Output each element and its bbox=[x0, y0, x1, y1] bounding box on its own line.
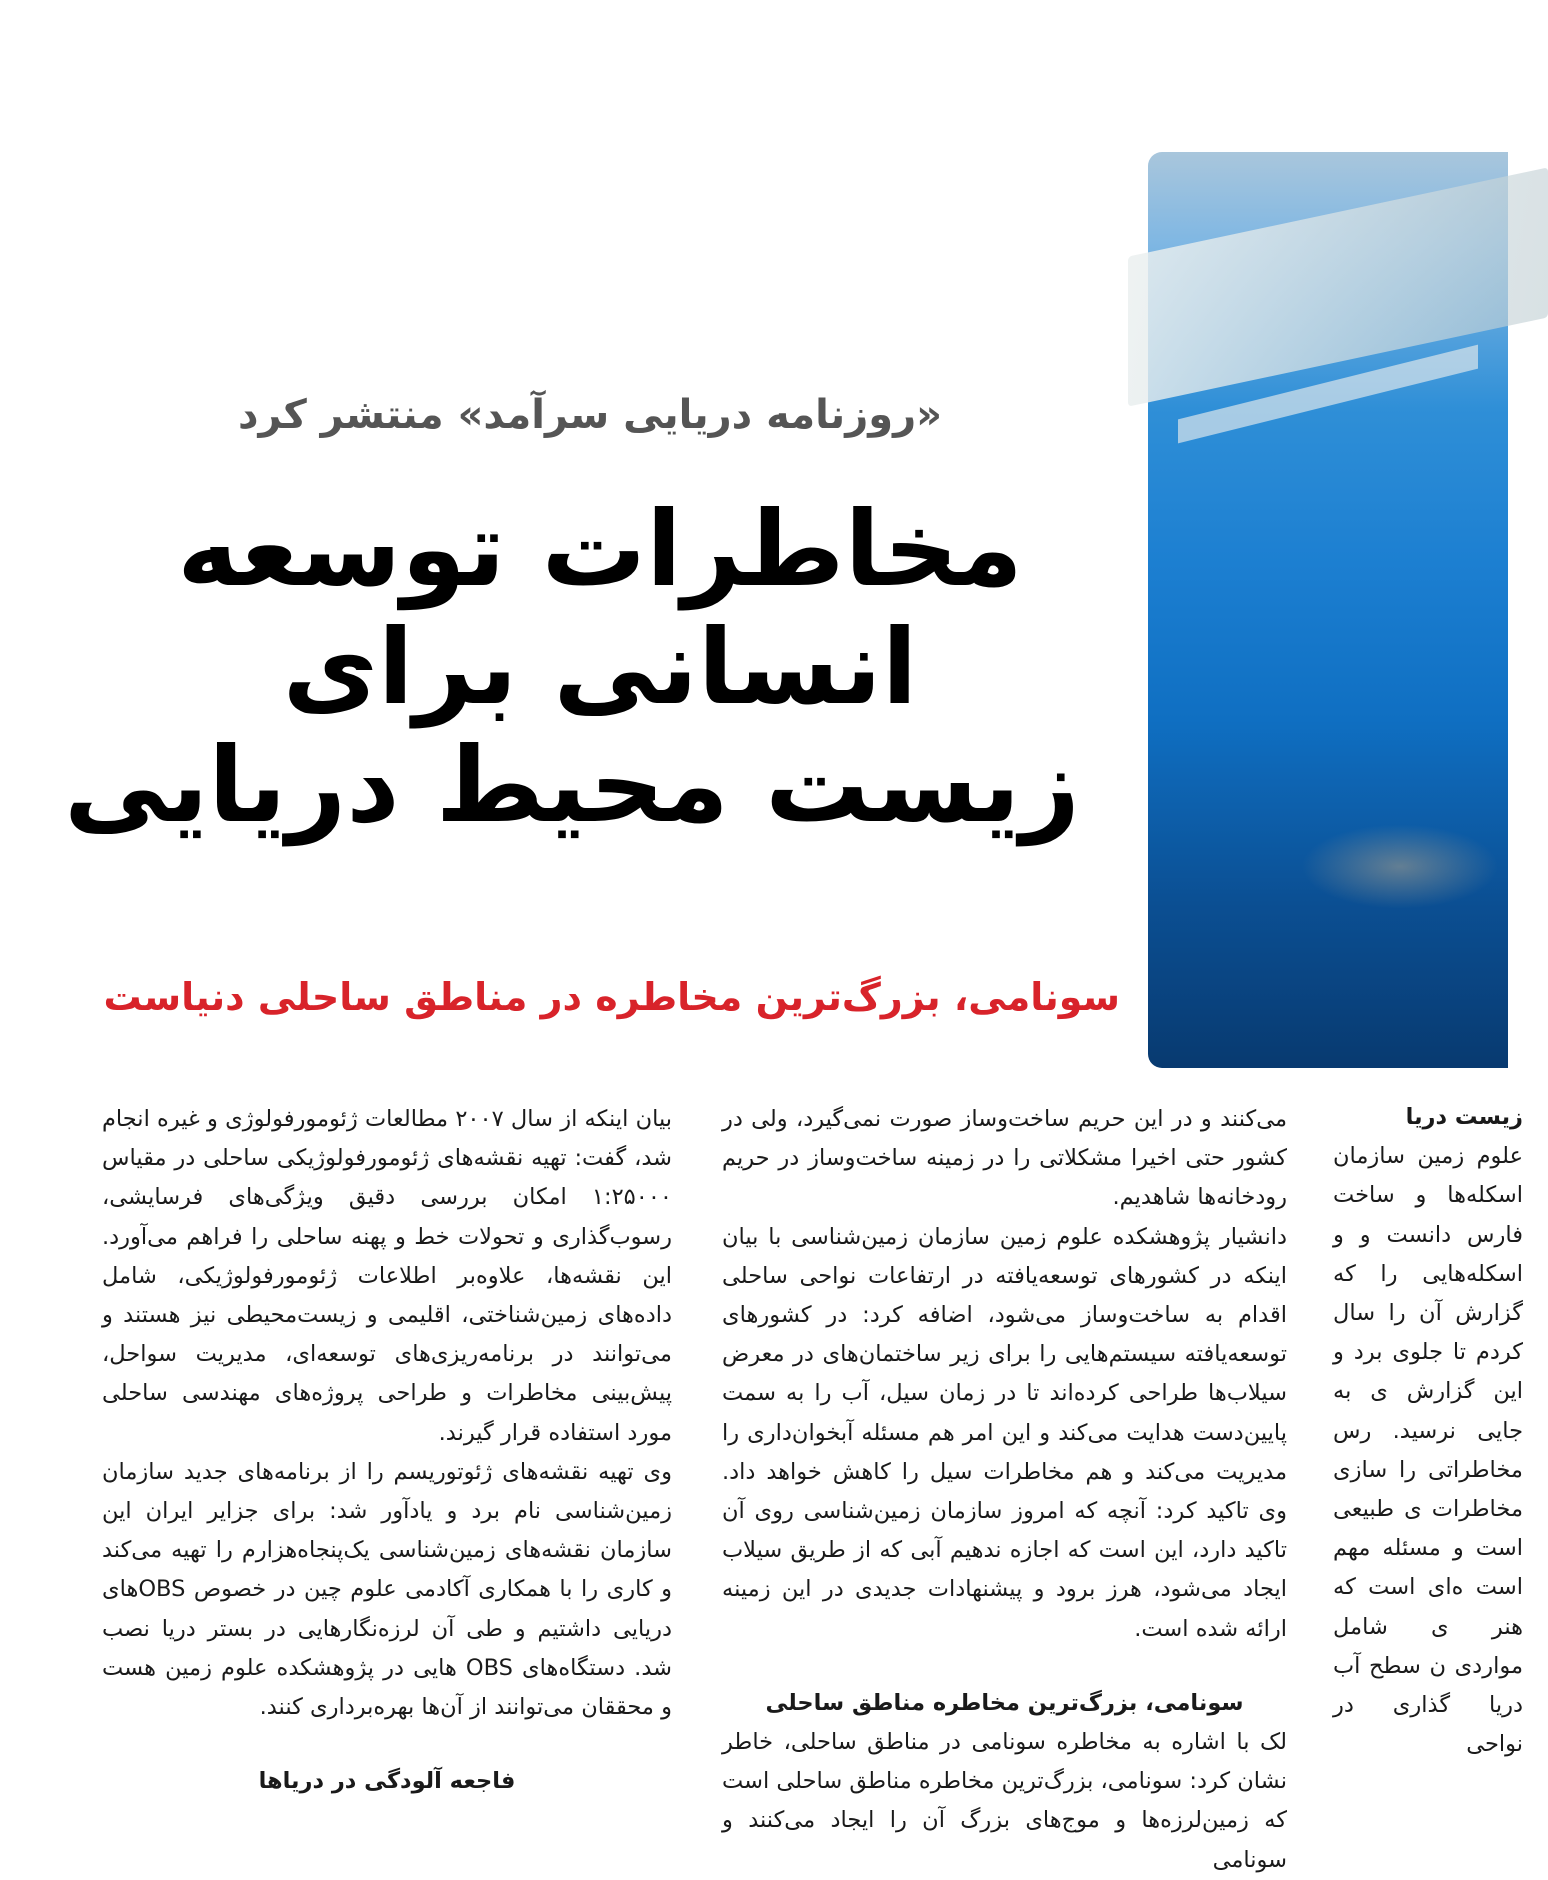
headline bbox=[63, 488, 1080, 846]
column-left-paragraph-2: وی تهیه نقشه‌های ژئوتوریسم را از برنامه‌های جدید سازمان زمین‌شناسی نام برد و یادآور شد: برای جزایر ایران این سازمان نقشه‌های زمین‌شناسی یک‌پنجاه‌هزارم را تهیه می‌کند و کاری را با همکاری آکادمی علوم چین در خصوص OBSهای دریایی داشتیم و طی آن لرزه‌نگارهایی در بستر دریا نصب شد. دستگاه‌های OBS هایی در پژوهشکده علوم زمین هست و محققان می‌توانند از آن‌ها بهره‌برداری کنند. bbox=[102, 1458, 672, 1721]
column-middle bbox=[722, 1100, 1287, 1873]
column-middle-paragraph-3: لک با اشاره به مخاطره سونامی در مناطق ساحلی، خاطر نشان کرد: سونامی، بزرگ‌ترین مخاطره مناطق ساحلی است که زمین‌لرزه‌ها و موج‌های بزرگ آن را ایجاد می‌کنند و سونامی bbox=[722, 1729, 1287, 1873]
column-middle-heading: سونامی، بزرگ‌ترین مخاطره مناطق ساحلی bbox=[765, 1689, 1244, 1716]
column-left-heading: فاجعه آلودگی در دریاها bbox=[258, 1768, 516, 1795]
column-left-paragraph-1: بیان اینکه از سال ۲۰۰۷ مطالعات ژئومورفولوژی و غیره انجام شد، گفت: تهیه نقشه‌های ژئومورفولوژیکی ساحلی در مقیاس ۱:۲۵۰۰۰ امکان بررسی دقیق ویژگی‌های فرسایشی، رسوب‌گذاری و تحولات خط و پهنه ساحلی را فراهم می‌آورد. این نقشه‌ها، علاوه‌بر اطلاعات ژئومورفولوژیکی، شامل داده‌های زمین‌شناختی، اقلیمی و زیست‌محیطی نیز هستند و می‌توانند در برنامه‌ریزی‌های توسعه‌ای، مدیریت سواحل، پیش‌بینی مخاطرات و طراحی پروژه‌های مهندسی ساحلی مورد استفاده قرار گیرند. bbox=[102, 1106, 672, 1446]
column-right-heading: زیست دریا bbox=[1405, 1104, 1523, 1130]
subheadline: سونامی، بزرگ‌ترین مخاطره در مناطق ساحلی دنیاست bbox=[103, 975, 1120, 1019]
aerial-sea-photo bbox=[1148, 152, 1508, 1068]
pier-structure bbox=[1128, 167, 1548, 406]
headline-line-3: زیست محیط دریایی bbox=[63, 724, 1080, 846]
headline-line-2: انسانی برای bbox=[282, 606, 918, 728]
column-left bbox=[102, 1100, 672, 1870]
kicker-line: «روزنامه دریایی سرآمد» منتشر کرد bbox=[238, 392, 942, 438]
headline-line-1: مخاطرات توسعه bbox=[177, 488, 1023, 610]
column-right bbox=[1333, 1098, 1523, 1870]
column-middle-paragraph-2: دانشیار پژوهشکده علوم زمین سازمان زمین‌شناسی با بیان اینکه در کشورهای توسعه‌یافته در ارتفاعات نواحی ساحلی اقدام به ساخت‌وساز می‌شود، اضافه کرد: در کشورهای توسعه‌یافته سیستم‌هایی را برای زیر ساختمان‌های در معرض سیلاب‌ها طراحی کرده‌اند تا در زمان سیل، آب را به سمت پایین‌دست هدایت می‌کند و این امر هم مسئله آبخوان‌داری را مدیریت می‌کند و هم مخاطرات سیل را کاهش خواهد داد. وی تاکید کرد: آنچه که امروز سازمان زمین‌شناسی روی آن تاکید دارد، این است که اجازه ندهیم آبی که از طریق سیلاب ایجاد می‌شود، هرز برود و پیشنهادات جدیدی در این زمینه ارائه شده است. bbox=[722, 1223, 1287, 1642]
column-right-text: علوم زمین سازمان اسکله‌ها و ساخت فارس دانست و و اسکله‌هایی را که گزارش آن را سال کردم تا جلوی برد و این گزارش ی به جایی نرسید. رس مخاطراتی را سازی مخاطرات ی طبیعی است و مسئله مهم است ه‌ای است که هنر ی شامل مواردی ن سطح آب دریا گذاری در نواحی bbox=[1333, 1143, 1523, 1758]
column-middle-paragraph-1: می‌کنند و در این حریم ساخت‌وساز صورت نمی‌گیرد، ولی در کشور حتی اخیرا مشکلاتی را در زمینه ساخت‌وساز در حریم رودخانه‌ها شاهدیم. bbox=[722, 1106, 1287, 1211]
